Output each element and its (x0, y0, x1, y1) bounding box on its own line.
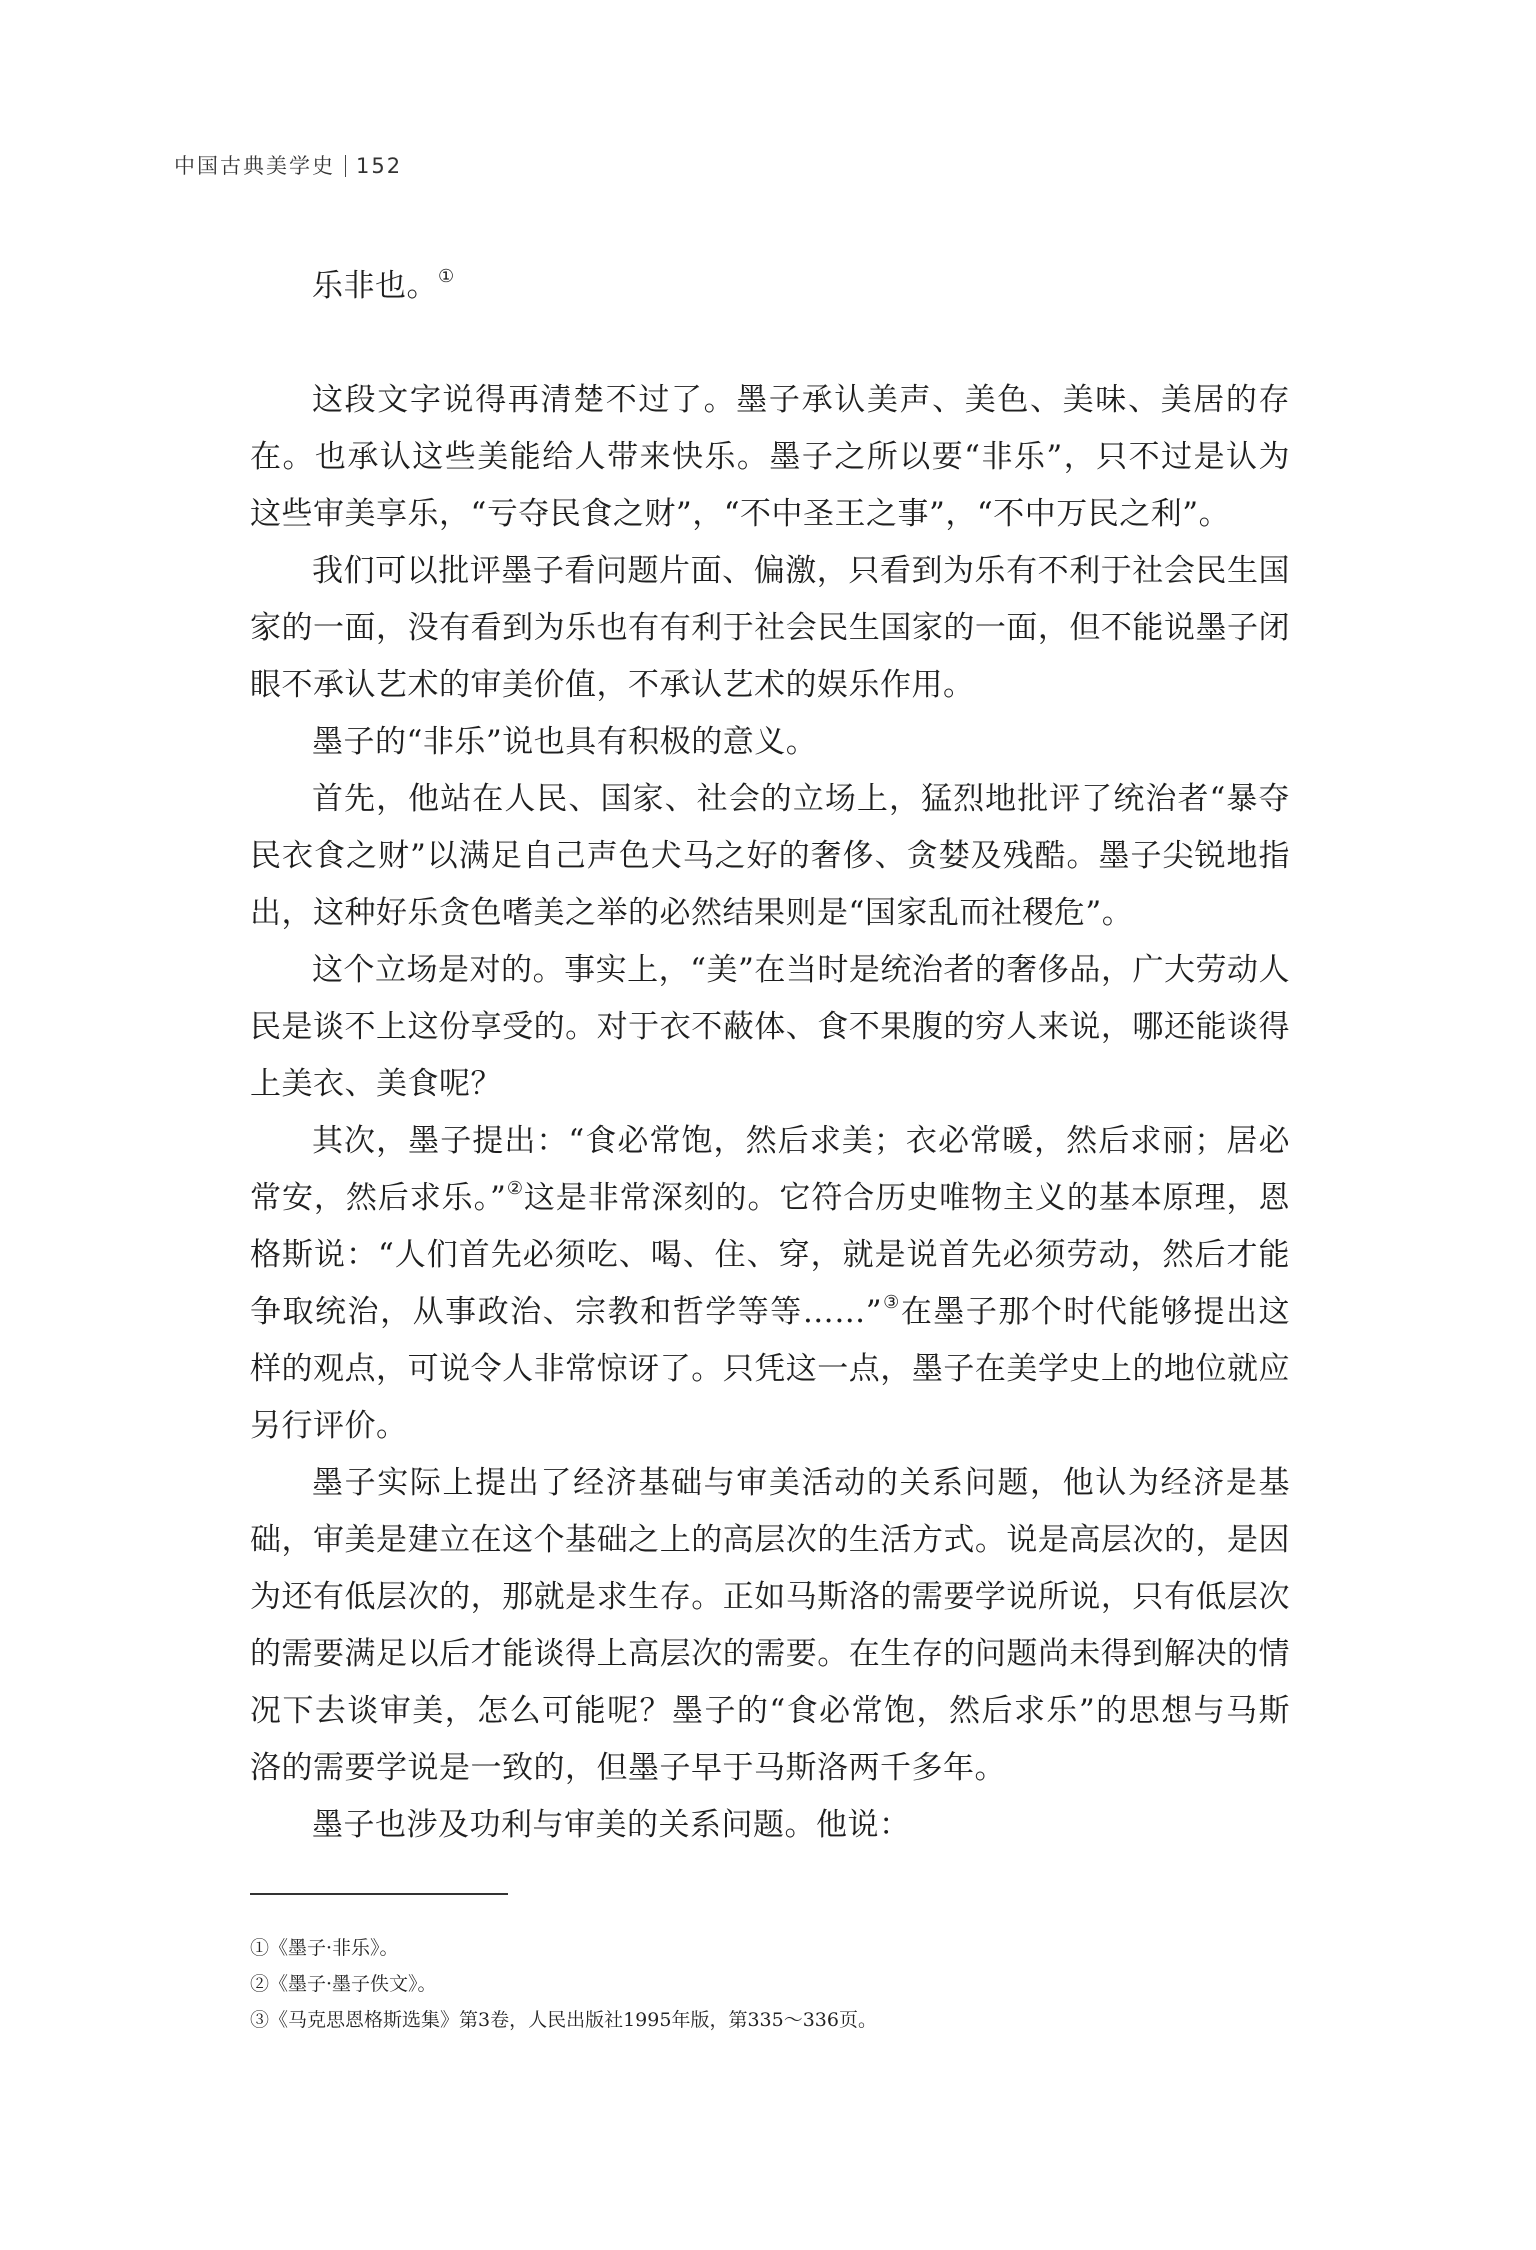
paragraph: 墨子也涉及功利与审美的关系问题。他说： (312, 1807, 911, 1843)
paragraph-with-notes: 其次，墨子提出：“食必常饱，然后求美；衣必常暖，然后求丽；居必常安，然后求乐。”②这是非常深刻的。它符合历史唯物主义的基本原理，恩格斯说：“人们首先必须吃、喝、住、穿，就是说首先必须劳动，然后才能争取统治，从事政治、宗教和哲学等等……”③在墨子那个时代能够提出这样的观点，可说令人非常惊讶了。只凭这一点，墨子在美学史上的地位就应另行评价。 (250, 1123, 1290, 1444)
header-separator (345, 155, 346, 177)
running-head (174, 150, 402, 180)
footnote-1: ①《墨子·非乐》。 (250, 1937, 399, 1959)
paragraph: 这个立场是对的。事实上，“美”在当时是统治者的奢侈品，广大劳动人民是谈不上这份享受的。对于衣不蔽体、食不果腹的穷人来说，哪还能谈得上美衣、美食呢？ (250, 952, 1290, 1102)
footnote-3: ③《马克思恩格斯选集》第3卷，人民出版社1995年版，第335～336页。 (250, 2009, 877, 2031)
book-title: 中国古典美学史 (174, 154, 335, 178)
paragraph-quote-end: 乐非也。① (312, 266, 455, 304)
footnote-2: ②《墨子·墨子佚文》。 (250, 1973, 437, 1995)
footnote-ref-3: ③ (882, 1292, 901, 1313)
footnote-divider (250, 1893, 508, 1895)
paragraph: 墨子实际上提出了经济基础与审美活动的关系问题，他认为经济是基础，审美是建立在这个基础之上的高层次的生活方式。说是高层次的，是因为还有低层次的，那就是求生存。正如马斯洛的需要学说所说，只有低层次的需要满足以后才能谈得上高层次的需要。在生存的问题尚未得到解决的情况下去谈审美，怎么可能呢？墨子的“食必常饱，然后求乐”的思想与马斯洛的需要学说是一致的，但墨子早于马斯洛两千多年。 (250, 1465, 1290, 1786)
footnote-ref-2: ② (506, 1178, 524, 1199)
body-text (250, 258, 1290, 1854)
paragraph: 首先，他站在人民、国家、社会的立场上，猛烈地批评了统治者“暴夺民衣食之财”以满足自己声色犬马之好的奢侈、贪婪及残酷。墨子尖锐地指出，这种好乐贪色嗜美之举的必然结果则是“国家乱而社稷危”。 (250, 781, 1290, 931)
page-number: 152 (356, 154, 403, 178)
paragraph: 我们可以批评墨子看问题片面、偏激，只看到为乐有不利于社会民生国家的一面，没有看到为乐也有有利于社会民生国家的一面，但不能说墨子闭眼不承认艺术的审美价值，不承认艺术的娱乐作用。 (250, 553, 1290, 703)
footnote-ref-1: ① (438, 266, 455, 287)
footnotes (250, 1930, 1290, 2038)
paragraph: 墨子的“非乐”说也具有积极的意义。 (312, 724, 818, 760)
paragraph: 这段文字说得再清楚不过了。墨子承认美声、美色、美味、美居的存在。也承认这些美能给人带来快乐。墨子之所以要“非乐”，只不过是认为这些审美享乐，“亏夺民食之财”，“不中圣王之事”，“不中万民之利”。 (250, 382, 1290, 532)
